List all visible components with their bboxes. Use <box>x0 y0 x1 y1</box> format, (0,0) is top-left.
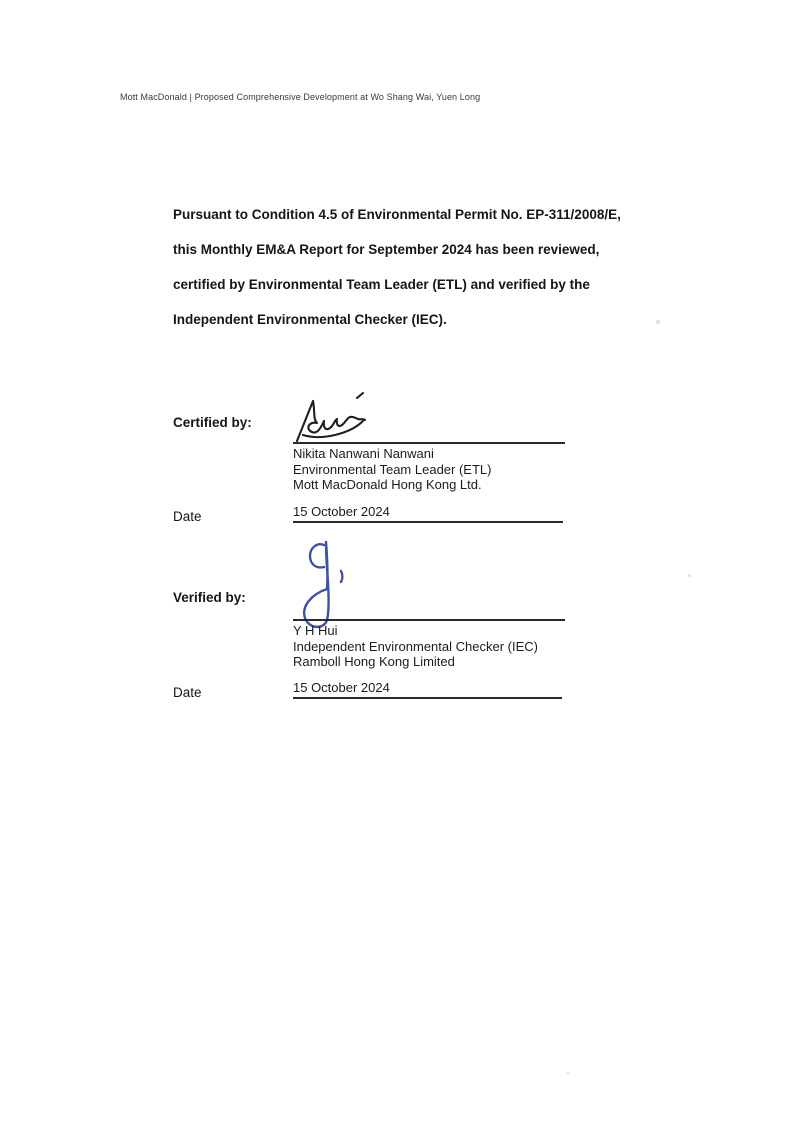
scan-speck <box>656 320 660 324</box>
certified-title: Environmental Team Leader (ETL) <box>293 461 492 477</box>
certified-signature-stroke <box>297 393 365 441</box>
document-header: Mott MacDonald | Proposed Comprehensive Development at Wo Shang Wai, Yuen Long <box>120 92 481 102</box>
certified-signature-line <box>293 442 565 444</box>
scan-speck <box>566 1072 570 1075</box>
verified-signature-stroke <box>304 542 342 627</box>
certified-by-label: Certified by: <box>173 415 252 430</box>
certified-date-label: Date <box>173 509 202 524</box>
statement-line-3: certified by Environmental Team Leader (ETL) and verified by the <box>173 277 590 292</box>
statement-line-4: Independent Environmental Checker (IEC). <box>173 312 447 327</box>
verified-by-label: Verified by: <box>173 590 246 605</box>
verified-signature-line <box>293 619 565 621</box>
statement-line-2: this Monthly EM&A Report for September 2024 has been reviewed, <box>173 242 600 257</box>
certified-signatory-details <box>293 446 491 493</box>
verified-company: Ramboll Hong Kong Limited <box>293 654 455 669</box>
certified-company: Mott MacDonald Hong Kong Ltd. <box>293 477 482 492</box>
verified-name: Y H Hui <box>293 623 338 638</box>
statement-line-1: Pursuant to Condition 4.5 of Environmental Permit No. EP-311/2008/E, <box>173 207 621 222</box>
certified-date-line <box>293 521 563 523</box>
certified-signature-image <box>289 391 383 449</box>
scan-speck <box>688 574 691 577</box>
certified-date-value: 15 October 2024 <box>293 504 390 519</box>
verified-date-label: Date <box>173 685 202 700</box>
verified-date-line <box>293 697 562 699</box>
verified-date-value: 15 October 2024 <box>293 680 390 695</box>
verified-title: Independent Environmental Checker (IEC) <box>293 638 538 654</box>
certification-statement <box>173 197 643 337</box>
verified-signatory-details <box>293 623 538 670</box>
certified-name: Nikita Nanwani Nanwani <box>293 446 434 461</box>
